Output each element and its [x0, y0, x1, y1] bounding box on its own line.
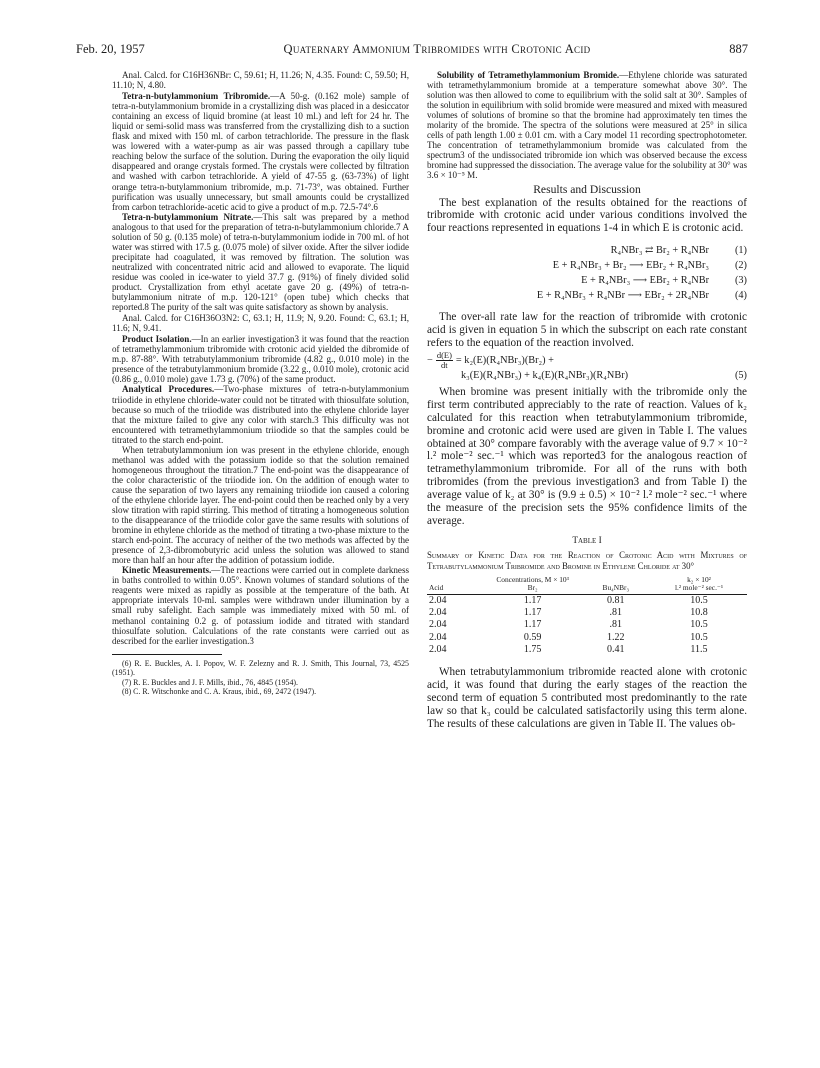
nitrate-prep-heading: Tetra-n-butylammonium Nitrate.: [122, 211, 254, 222]
equation-number: (1): [734, 245, 747, 257]
table-row: 2.04 0.59 1.22 10.5: [429, 631, 708, 643]
results-paragraph-2: The over-all rate law for the reaction of tribromide with crotonic acid is given in equation 5 in which the subscript on each rate constant refers to the equation of the reaction involved.: [427, 311, 747, 350]
equation-number: (4): [734, 290, 747, 302]
reaction-equations: [427, 243, 747, 303]
solubility-paragraph: [427, 70, 747, 181]
results-paragraph-1: The best explanation of the results obtained for the reactions of tribromide with crotonic acid under various conditions involved the four reactions represented in equations 1-4 in which E is crotonic acid.: [427, 196, 747, 235]
solubility-text: —Ethylene chloride was saturated with tetramethylammonium bromide at a temperature somewhat above 30°. The solution was then allowed to come to equilibrium with the solid salt at 30°. Samples of the solution in equilibrium with solid bromide were measured and mixed with measured volumes of solutions of bromine so that the bromine had approximately ten times the molarity of the bromide. The spectra of the solutions were measured at 25° in silica cells of path length 1.00 ± 0.01 cm. with a Cary model 11 recording spectrophotometer. The concentration of tetramethylammonium bromide was calculated from the spectrum3 of the undissociated tribromide ion which was observed because the excess bromine had suppressed the dissociation. The average value for the solubility at 30° was 3.6 × 10⁻⁵ M.: [427, 70, 747, 181]
footnote-6: (6) R. E. Buckles, A. I. Popov, W. F. Zelezny and R. J. Smith, This Journal, 73, 4525 (1951).: [112, 658, 409, 678]
tribromide-prep-paragraph: [112, 91, 409, 212]
equation-number: (5): [734, 369, 747, 381]
kinetic-measurements-paragraph: [112, 565, 409, 645]
header-title: Quaternary Ammonium Tribromides with Crotonic Acid: [283, 42, 591, 56]
tribromide-prep-heading: Tetra-n-butylammonium Tribromide.: [122, 91, 271, 102]
footnote-7: (7) R. E. Buckles and J. F. Mills, ibid., 76, 4845 (1954).: [122, 677, 299, 687]
product-isolation-paragraph: [112, 334, 409, 384]
equation-3: E + R₄NBr₃ ⟶ EBr₂ + R₄NBr (3): [581, 275, 747, 287]
left-column: [112, 70, 409, 697]
equation-number: (3): [734, 275, 747, 287]
analysis-paragraph-2: Anal. Calcd. for C16H36O3N2: C, 63.1; H, 11.9; N, 9.20. Found: C, 63.1; H, 11.6; N, 9.41.: [112, 313, 409, 334]
tribromide-prep-text: —A 50-g. (0.162 mole) sample of tetra-n-butylammonium bromide in a crystallizing dish was placed in a desiccator containing an excess of liquid bromine (at least 10 ml.) and left for 24 hr. The liquid or semi-solid mass was transferred from the crystallizing dish to a suction flask and mixed with 150 ml. of carbon tetrachloride. The pressure in the flask was lowered with a water-pump as air was passed through a capillary tube reaching below the surface of the solution. During the evaporation the oily liquid disappeared and orange crystals formed. The crystals were collected by filtration and washed with carbon tetrachloride. A yield of 47-55 g. (63-73%) of light orange tetra-n-butylammonium tribromide, m.p. 71-73°, was obtained. Further purification was usually unnecessary, but small amounts could be crystallized from carbon tetrachloride-acetic acid to give a product of m.p. 72.5-74°.6: [112, 91, 409, 212]
analysis-paragraph-1: Anal. Calcd. for C16H36NBr: C, 59.61; H, 11.26; N, 4.35. Found: C, 59.50; H, 11.10; N, 4.80.: [112, 70, 409, 91]
header-date: Feb. 20, 1957: [76, 42, 145, 56]
table-row: 2.04 1.17 0.81 10.5: [429, 594, 708, 606]
equation-1: R₄NBr₃ ⇄ Br₂ + R₄NBr (1): [610, 245, 747, 257]
column-header-acid: Acid: [427, 575, 485, 595]
table-label: Table I: [572, 535, 602, 546]
column-header-k2: k₂ × 10² l.² mole⁻² sec.⁻¹: [651, 575, 747, 595]
page-number: 887: [729, 42, 748, 56]
analytical-procedures-text: —Two-phase mixtures of tetra-n-butylammonium triiodide in ethylene chloride-water could not be titrated with thiosulfate solution, because so much of the triiodide was distributed into the ethylene chloride layer that the mixture failed to give any color with starch.3 This difficulty was not encountered with tetramethylammonium triiodide so that the samples could be titrated to the starch end-point.: [112, 384, 409, 445]
product-isolation-text: —In an earlier investigation3 it was found that the reaction of tetramethylammonium tribromide with crotonic acid yielded the dibromide of m.p. 87-88°. With tetrabutylammonium tribromide (4.82 g., 0.010 mole) in the presence of the tetrabutylammonium bromide (3.22 g., 0.010 mole), crotonic acid (0.86 g., 0.010 mole) gave 1.73 g. (70%) of the same product.: [112, 334, 409, 385]
page-header: [76, 42, 748, 58]
footnote-rule: [112, 654, 222, 655]
kinetic-measurements-heading: Kinetic Measurements.: [122, 565, 212, 576]
nitrate-prep-text: —This salt was prepared by a method analogous to that used for the preparation of tetra-n-butylammonium chloride.7 A solution of 50 g. (0.135 mole) of tetra-n-butylammonium iodide in 700 ml. of hot water was stirred with 17.5 g. (0.075 mole) of silver oxide. After the silver iodide precipitate had coagulated, it was removed by filtration. The solution was neutralized with concentrated nitric acid and allowed to evaporate. The liquid residue was cooled in ice-water to yield 37.7 g. (91%) of finely divided solid product. Crystallization from ethyl acetate gave 20 g. (49%) of tetra-n-butylammonium nitrate of m.p. 120-121° (open tube) which checks that reported.8 The purity of the salt was quite satisfactory as shown by analysis.: [112, 211, 409, 313]
product-isolation-heading: Product Isolation.: [122, 334, 192, 345]
analytical-procedures-heading: Analytical Procedures.: [122, 384, 215, 395]
right-column: [427, 70, 747, 730]
results-discussion-heading: Results and Discussion: [533, 182, 641, 196]
table-row: 2.04 1.17 .81 10.8: [429, 607, 708, 619]
equation-number: (2): [734, 260, 747, 272]
solubility-heading: Solubility of Tetramethylammonium Bromide.: [437, 70, 620, 80]
equation-2: E + R₄NBr₃ + Br₂ ⟶ EBr₂ + R₄NBr₃ (2): [552, 260, 747, 272]
rate-law-equation: − $\frac{d(E)}{dt}$ = k₂(E)(R₄NBr₃)(Br₂) + k₃(E)(R₄NBr₃) + k₄(E)(R₄NBr₃)(R₄NBr) (5): [427, 349, 747, 381]
kinetic-measurements-text: —The reactions were carried out in complete darkness in baths controlled to within 0.05°. Known volumes of standard solutions of the reagents were mixed as rapidly as possible at the temperature of the bath. At appropriate intervals 10-ml. samples were withdrawn under illumination by a small ruby safelight. Each sample was immediately mixed with 50 ml. of methanol containing 0.2 g. of potassium iodide and titrated with standard thiosulfate solution. Calculations of the rate constants were carried out as described for the earlier investigation.3: [112, 565, 409, 646]
footnote-8: (8) C. R. Witschonke and C. A. Kraus, ibid., 69, 2472 (1947).: [122, 687, 317, 697]
equation-4: E + R₄NBr₃ + R₄NBr ⟶ EBr₂ + 2R₄NBr (4): [536, 290, 747, 302]
kinetic-data-table: [427, 575, 747, 656]
results-paragraph-4: When tetrabutylammonium tribromide reacted alone with crotonic acid, it was found that during the early stages of the reaction the second term of equation 5 contributed most predominantly to the rate law so that k₃ could be calculated satisfactorily using this term alone. The results of these calculations are given in Table II. The values ob-: [427, 665, 747, 730]
table-caption: Summary of Kinetic Data for the Reaction of Crotonic Acid with Mixtures of Tetrabutylammonium Tribromide and Bromine in Ethylene Chloride at 30°: [427, 549, 747, 571]
table-row: 2.04 1.17 .81 10.5: [429, 619, 708, 631]
table-row: 2.04 1.75 0.41 11.5: [429, 643, 708, 655]
column-header-bu4nbr3: Bu₄NBr₃: [581, 575, 651, 595]
results-paragraph-3: When bromine was present initially with the tribromide only the first term contributed appreciably to the rate of reaction. Values of k₂ calculated for this reaction when tetrabutylammonium tribromide, bromine and crotonic acid were used are given in Table I. The values obtained at 30° compare favorably with the average value of 9.7 × 10⁻² l.² mole⁻² sec.⁻¹ which was reported3 for the analogous reaction of tetramethylammonium tribromide. For all of the runs with both tribromides (from the previous investigation3 and from Table I) the average value of k₂ at 30° is (9.9 ± 0.5) × 10⁻² l.² mole⁻² sec.⁻¹ where the measure of the precision sets the 95% confidence limits of the average.: [427, 385, 747, 528]
derivative-fraction: $\frac{d(E)}{dt}$: [436, 349, 452, 370]
titration-paragraph: When tetrabutylammonium ion was present in the ethylene chloride, enough methanol was added with the potassium iodide so that the solution remained homogeneous throughout the titration.7 The end-point was the disappearance of the color characteristic of the triiodide ion. On the addition of enough water to cause the separation of two layers any remaining triiodide ion caused a coloring of the ethylene chloride layer. The end-point could then be reached only by a very slow titration with rapid stirring. This method of titrating a homogeneous solution to the disappearance of the triiodide color gave the same results with solutions of bromine in ethylene chloride as the method of titrating a two-phase mixture to the starch end-point. The accuracy of neither of the two methods was affected by the presence of 2,3-dibromobutyric acid unless the solution was allowed to stand more than half an hour after the addition of potassium iodide.: [112, 444, 409, 566]
analytical-procedures-paragraph: [112, 384, 409, 444]
column-header-br2: Concentrations, M × 10³ Br₂: [485, 575, 581, 595]
nitrate-prep-paragraph: [112, 212, 409, 312]
